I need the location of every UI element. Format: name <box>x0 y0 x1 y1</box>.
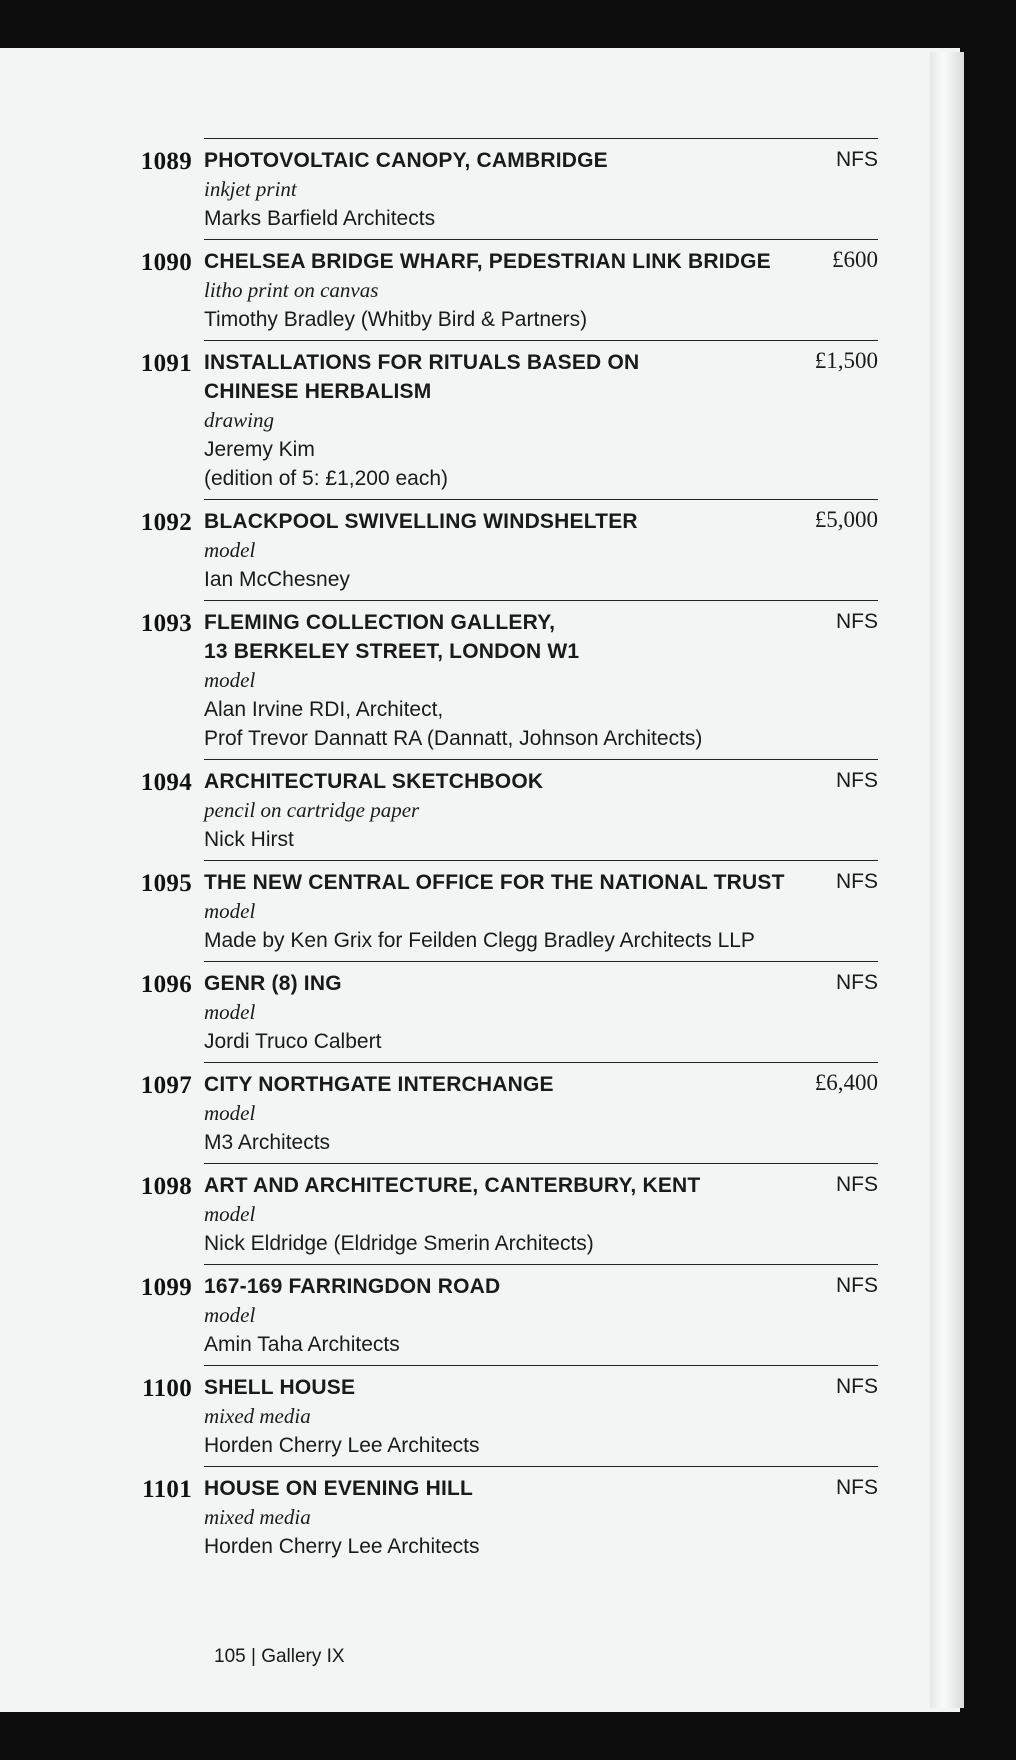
entry-artist: Nick Hirst <box>204 828 294 851</box>
entry-divider <box>204 961 878 962</box>
entry-body <box>204 507 824 594</box>
entry-body <box>204 1070 824 1157</box>
entry-divider <box>204 860 878 861</box>
entry-number: 1100 <box>142 1375 192 1402</box>
entry-artist: Marks Barfield Architects <box>204 207 436 230</box>
entry-body <box>204 247 844 334</box>
entry-divider <box>204 138 878 139</box>
entry-artist: Ian McChesney <box>204 568 350 591</box>
entry-number: 1098 <box>140 1173 192 1200</box>
entry-medium: inkjet print <box>204 177 297 201</box>
entry-artist: Alan Irvine RDI, Architect, <box>204 698 444 721</box>
catalogue-page <box>0 48 960 1712</box>
entry-title: BLACKPOOL SWIVELLING WINDSHELTER <box>204 510 638 533</box>
entry-number: 1091 <box>140 350 192 377</box>
entry-medium: model <box>204 668 256 692</box>
entry-price: NFS <box>836 870 878 893</box>
entry-body <box>204 969 824 1056</box>
entry-body <box>204 1474 824 1561</box>
entry-artist: Timothy Bradley (Whitby Bird & Partners) <box>204 308 588 331</box>
entry-divider <box>204 1365 878 1366</box>
entry-number: 1089 <box>140 148 192 175</box>
entry-body <box>204 608 804 753</box>
entry-artist: Horden Cherry Lee Architects <box>204 1535 480 1558</box>
entry-body <box>204 1272 824 1359</box>
entry-body <box>204 348 684 493</box>
entry-divider <box>204 239 878 240</box>
entry-body <box>204 1373 824 1460</box>
entry-body <box>204 146 824 233</box>
entry-medium: model <box>204 1303 256 1327</box>
entry-edition-note: (edition of 5: £1,200 each) <box>204 467 449 490</box>
entry-medium: pencil on cartridge paper <box>204 798 420 822</box>
entry-medium: model <box>204 538 256 562</box>
entry-artist-line-2: Prof Trevor Dannatt RA (Dannatt, Johnson Architects) <box>204 727 703 750</box>
page-footer: 105 | Gallery IX <box>214 1646 345 1667</box>
entry-divider <box>204 1264 878 1265</box>
entry-artist: M3 Architects <box>204 1131 331 1154</box>
entry-price: NFS <box>836 610 878 633</box>
entry-artist: Made by Ken Grix for Feilden Clegg Bradley Architects LLP <box>204 929 755 952</box>
page-edge <box>930 52 964 1708</box>
entry-medium: model <box>204 1000 256 1024</box>
entry-artist: Jordi Truco Calbert <box>204 1030 382 1053</box>
entry-medium: mixed media <box>204 1404 311 1428</box>
entry-number: 1097 <box>140 1072 192 1099</box>
entry-number: 1092 <box>140 509 192 536</box>
entry-divider <box>204 759 878 760</box>
entry-divider <box>204 600 878 601</box>
entry-price: £1,500 <box>814 348 878 373</box>
entry-medium: model <box>204 899 256 923</box>
entry-body <box>204 767 824 854</box>
entry-title: CHELSEA BRIDGE WHARF, PEDESTRIAN LINK BRIDGE <box>204 250 771 273</box>
entry-body <box>204 868 844 955</box>
entry-medium: model <box>204 1202 256 1226</box>
entry-price: NFS <box>836 971 878 994</box>
entry-title: ART AND ARCHITECTURE, CANTERBURY, KENT <box>204 1174 701 1197</box>
entry-number: 1096 <box>140 971 192 998</box>
entry-price: NFS <box>836 1476 878 1499</box>
entry-title: 167-169 FARRINGDON ROAD <box>204 1275 501 1298</box>
entry-price: NFS <box>836 148 878 171</box>
entry-title: FLEMING COLLECTION GALLERY, 13 BERKELEY STREET, LONDON W1 <box>204 611 580 663</box>
entry-body <box>204 1171 824 1258</box>
entry-title: PHOTOVOLTAIC CANOPY, CAMBRIDGE <box>204 149 608 172</box>
entry-medium: litho print on canvas <box>204 278 379 302</box>
entry-number: 1090 <box>140 249 192 276</box>
entry-price: NFS <box>836 1173 878 1196</box>
entry-price: NFS <box>836 1375 878 1398</box>
entry-number: 1093 <box>140 610 192 637</box>
entry-number: 1095 <box>140 870 192 897</box>
entry-title: GENR (8) ING <box>204 972 342 995</box>
entry-price: £6,400 <box>814 1070 878 1095</box>
entry-title: ARCHITECTURAL SKETCHBOOK <box>204 770 544 793</box>
entry-divider <box>204 499 878 500</box>
entry-divider <box>204 1062 878 1063</box>
entry-price: NFS <box>836 769 878 792</box>
entry-title: HOUSE ON EVENING HILL <box>204 1477 474 1500</box>
entry-title: INSTALLATIONS FOR RITUALS BASED ON CHINESE HERBALISM <box>204 351 640 403</box>
entry-medium: model <box>204 1101 256 1125</box>
entry-number: 1094 <box>140 769 192 796</box>
entry-artist: Horden Cherry Lee Architects <box>204 1434 480 1457</box>
entry-divider <box>204 1163 878 1164</box>
entry-medium: drawing <box>204 408 275 432</box>
entry-price: NFS <box>836 1274 878 1297</box>
entry-title: THE NEW CENTRAL OFFICE FOR THE NATIONAL TRUST <box>204 871 785 894</box>
entry-price: £5,000 <box>814 507 878 532</box>
entry-title: SHELL HOUSE <box>204 1376 356 1399</box>
entry-divider <box>204 1466 878 1467</box>
entry-divider <box>204 340 878 341</box>
entry-artist: Nick Eldridge (Eldridge Smerin Architects) <box>204 1232 594 1255</box>
entry-number: 1099 <box>140 1274 192 1301</box>
entry-medium: mixed media <box>204 1505 311 1529</box>
entry-price: £600 <box>832 247 878 272</box>
entry-title: CITY NORTHGATE INTERCHANGE <box>204 1073 554 1096</box>
entry-artist: Amin Taha Architects <box>204 1333 400 1356</box>
entry-artist: Jeremy Kim <box>204 438 315 461</box>
entry-number: 1101 <box>142 1476 192 1503</box>
